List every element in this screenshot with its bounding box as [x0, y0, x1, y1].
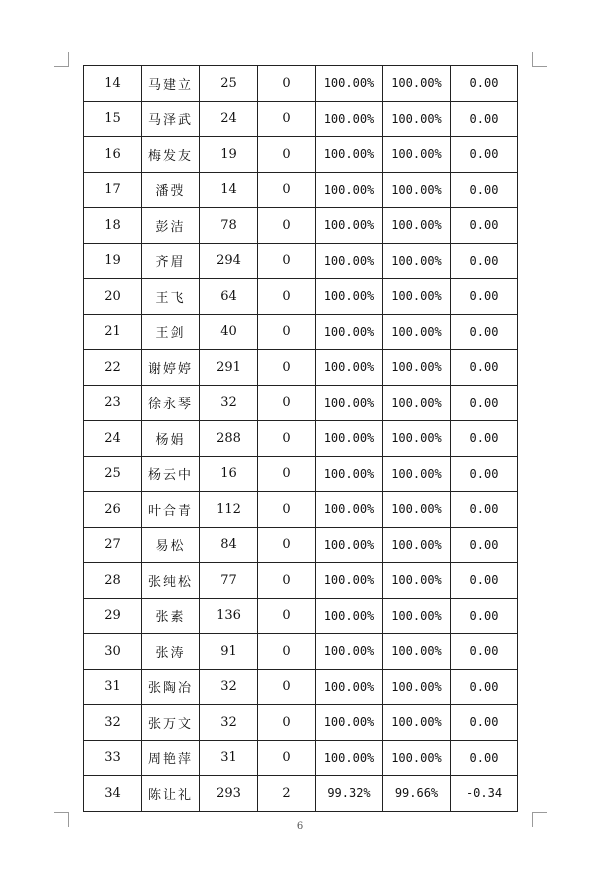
- name-cell: 梅发友: [142, 137, 200, 173]
- row-number-cell: 33: [84, 740, 142, 776]
- row-number-cell: 25: [84, 456, 142, 492]
- table-row: [84, 598, 518, 634]
- name-cell: 潘弢: [142, 172, 200, 208]
- table-row: [84, 172, 518, 208]
- difference-cell: 0.00: [451, 66, 518, 102]
- rate-cell-2: 100.00%: [383, 314, 451, 350]
- rate-cell-2: 100.00%: [383, 634, 451, 670]
- count-cell: 293: [200, 776, 258, 812]
- row-number-cell: 28: [84, 563, 142, 599]
- rate-cell-2: 100.00%: [383, 279, 451, 315]
- rate-cell-1: 100.00%: [316, 634, 383, 670]
- table-row: [84, 101, 518, 137]
- row-number-cell: 15: [84, 101, 142, 137]
- name-cell: 张素: [142, 598, 200, 634]
- row-number-cell: 22: [84, 350, 142, 386]
- name-cell: 谢婷婷: [142, 350, 200, 386]
- fail-count-cell: 0: [258, 492, 316, 528]
- row-number-cell: 26: [84, 492, 142, 528]
- fail-count-cell: 0: [258, 456, 316, 492]
- fail-count-cell: 0: [258, 527, 316, 563]
- name-cell: 叶合青: [142, 492, 200, 528]
- row-number-cell: 24: [84, 421, 142, 457]
- rate-cell-1: 100.00%: [316, 740, 383, 776]
- table-row: [84, 527, 518, 563]
- page-number: 6: [296, 821, 304, 832]
- fail-count-cell: 0: [258, 598, 316, 634]
- count-cell: 64: [200, 279, 258, 315]
- name-cell: 王剑: [142, 314, 200, 350]
- count-cell: 77: [200, 563, 258, 599]
- table-row: [84, 350, 518, 386]
- rate-cell-1: 100.00%: [316, 598, 383, 634]
- rate-cell-2: 100.00%: [383, 705, 451, 741]
- difference-cell: 0.00: [451, 456, 518, 492]
- table-row: [84, 421, 518, 457]
- name-cell: 彭洁: [142, 208, 200, 244]
- rate-cell-2: 100.00%: [383, 350, 451, 386]
- fail-count-cell: 0: [258, 314, 316, 350]
- rate-cell-2: 100.00%: [383, 740, 451, 776]
- fail-count-cell: 0: [258, 563, 316, 599]
- table-row: [84, 243, 518, 279]
- table-row: [84, 563, 518, 599]
- row-number-cell: 31: [84, 669, 142, 705]
- table-row: [84, 385, 518, 421]
- name-cell: 周艳萍: [142, 740, 200, 776]
- rate-cell-2: 99.66%: [383, 776, 451, 812]
- rate-cell-2: 100.00%: [383, 421, 451, 457]
- name-cell: 徐永琴: [142, 385, 200, 421]
- count-cell: 78: [200, 208, 258, 244]
- count-cell: 84: [200, 527, 258, 563]
- fail-count-cell: 0: [258, 705, 316, 741]
- difference-cell: 0.00: [451, 634, 518, 670]
- rate-cell-2: 100.00%: [383, 243, 451, 279]
- rate-cell-1: 100.00%: [316, 385, 383, 421]
- rate-cell-2: 100.00%: [383, 456, 451, 492]
- table-row: [84, 456, 518, 492]
- rate-cell-2: 100.00%: [383, 66, 451, 102]
- name-cell: 张纯松: [142, 563, 200, 599]
- fail-count-cell: 0: [258, 421, 316, 457]
- name-cell: 齐眉: [142, 243, 200, 279]
- rate-cell-2: 100.00%: [383, 669, 451, 705]
- count-cell: 32: [200, 385, 258, 421]
- row-number-cell: 14: [84, 66, 142, 102]
- count-cell: 31: [200, 740, 258, 776]
- fail-count-cell: 0: [258, 243, 316, 279]
- row-number-cell: 18: [84, 208, 142, 244]
- fail-count-cell: 0: [258, 66, 316, 102]
- count-cell: 288: [200, 421, 258, 457]
- table-row: [84, 669, 518, 705]
- crop-mark-top-right: [532, 52, 547, 67]
- difference-cell: 0.00: [451, 527, 518, 563]
- difference-cell: 0.00: [451, 492, 518, 528]
- row-number-cell: 29: [84, 598, 142, 634]
- count-cell: 32: [200, 705, 258, 741]
- row-number-cell: 19: [84, 243, 142, 279]
- rate-cell-1: 100.00%: [316, 705, 383, 741]
- rate-cell-1: 100.00%: [316, 101, 383, 137]
- name-cell: 张涛: [142, 634, 200, 670]
- rate-cell-2: 100.00%: [383, 385, 451, 421]
- row-number-cell: 27: [84, 527, 142, 563]
- row-number-cell: 21: [84, 314, 142, 350]
- table-row: [84, 705, 518, 741]
- name-cell: 张陶冶: [142, 669, 200, 705]
- difference-cell: 0.00: [451, 172, 518, 208]
- rate-cell-1: 100.00%: [316, 421, 383, 457]
- rate-cell-2: 100.00%: [383, 598, 451, 634]
- count-cell: 136: [200, 598, 258, 634]
- fail-count-cell: 0: [258, 740, 316, 776]
- name-cell: 杨云中: [142, 456, 200, 492]
- data-table: [83, 65, 518, 812]
- rate-cell-2: 100.00%: [383, 527, 451, 563]
- rate-cell-2: 100.00%: [383, 172, 451, 208]
- row-number-cell: 20: [84, 279, 142, 315]
- table-row: [84, 740, 518, 776]
- row-number-cell: 34: [84, 776, 142, 812]
- rate-cell-1: 100.00%: [316, 669, 383, 705]
- table-row: [84, 634, 518, 670]
- rate-cell-1: 100.00%: [316, 456, 383, 492]
- count-cell: 19: [200, 137, 258, 173]
- rate-cell-1: 100.00%: [316, 350, 383, 386]
- rate-cell-2: 100.00%: [383, 208, 451, 244]
- difference-cell: 0.00: [451, 350, 518, 386]
- crop-mark-top-left: [54, 52, 69, 67]
- name-cell: 马泽武: [142, 101, 200, 137]
- difference-cell: 0.00: [451, 740, 518, 776]
- difference-cell: 0.00: [451, 101, 518, 137]
- row-number-cell: 16: [84, 137, 142, 173]
- rate-cell-2: 100.00%: [383, 137, 451, 173]
- table-row: [84, 776, 518, 812]
- rate-cell-1: 100.00%: [316, 66, 383, 102]
- fail-count-cell: 0: [258, 634, 316, 670]
- count-cell: 24: [200, 101, 258, 137]
- table-body: [84, 66, 518, 812]
- fail-count-cell: 0: [258, 101, 316, 137]
- rate-cell-1: 100.00%: [316, 243, 383, 279]
- rate-cell-2: 100.00%: [383, 492, 451, 528]
- rate-cell-1: 100.00%: [316, 563, 383, 599]
- count-cell: 16: [200, 456, 258, 492]
- count-cell: 25: [200, 66, 258, 102]
- table-row: [84, 208, 518, 244]
- table-row: [84, 137, 518, 173]
- count-cell: 294: [200, 243, 258, 279]
- rate-cell-1: 100.00%: [316, 314, 383, 350]
- fail-count-cell: 0: [258, 137, 316, 173]
- table-row: [84, 314, 518, 350]
- rate-cell-1: 100.00%: [316, 137, 383, 173]
- difference-cell: 0.00: [451, 705, 518, 741]
- fail-count-cell: 2: [258, 776, 316, 812]
- difference-cell: -0.34: [451, 776, 518, 812]
- row-number-cell: 32: [84, 705, 142, 741]
- name-cell: 陈让礼: [142, 776, 200, 812]
- rate-cell-1: 100.00%: [316, 279, 383, 315]
- table-row: [84, 492, 518, 528]
- count-cell: 291: [200, 350, 258, 386]
- count-cell: 91: [200, 634, 258, 670]
- fail-count-cell: 0: [258, 208, 316, 244]
- name-cell: 马建立: [142, 66, 200, 102]
- difference-cell: 0.00: [451, 279, 518, 315]
- difference-cell: 0.00: [451, 208, 518, 244]
- fail-count-cell: 0: [258, 385, 316, 421]
- fail-count-cell: 0: [258, 669, 316, 705]
- rate-cell-2: 100.00%: [383, 563, 451, 599]
- name-cell: 杨娟: [142, 421, 200, 457]
- name-cell: 王飞: [142, 279, 200, 315]
- rate-cell-1: 99.32%: [316, 776, 383, 812]
- fail-count-cell: 0: [258, 279, 316, 315]
- difference-cell: 0.00: [451, 563, 518, 599]
- count-cell: 14: [200, 172, 258, 208]
- name-cell: 张万文: [142, 705, 200, 741]
- difference-cell: 0.00: [451, 598, 518, 634]
- count-cell: 32: [200, 669, 258, 705]
- table-row: [84, 66, 518, 102]
- fail-count-cell: 0: [258, 350, 316, 386]
- fail-count-cell: 0: [258, 172, 316, 208]
- row-number-cell: 30: [84, 634, 142, 670]
- difference-cell: 0.00: [451, 137, 518, 173]
- rate-cell-2: 100.00%: [383, 101, 451, 137]
- row-number-cell: 23: [84, 385, 142, 421]
- row-number-cell: 17: [84, 172, 142, 208]
- table-row: [84, 279, 518, 315]
- rate-cell-1: 100.00%: [316, 208, 383, 244]
- difference-cell: 0.00: [451, 243, 518, 279]
- difference-cell: 0.00: [451, 314, 518, 350]
- difference-cell: 0.00: [451, 385, 518, 421]
- difference-cell: 0.00: [451, 669, 518, 705]
- difference-cell: 0.00: [451, 421, 518, 457]
- rate-cell-1: 100.00%: [316, 172, 383, 208]
- rate-cell-1: 100.00%: [316, 492, 383, 528]
- count-cell: 40: [200, 314, 258, 350]
- count-cell: 112: [200, 492, 258, 528]
- rate-cell-1: 100.00%: [316, 527, 383, 563]
- name-cell: 易松: [142, 527, 200, 563]
